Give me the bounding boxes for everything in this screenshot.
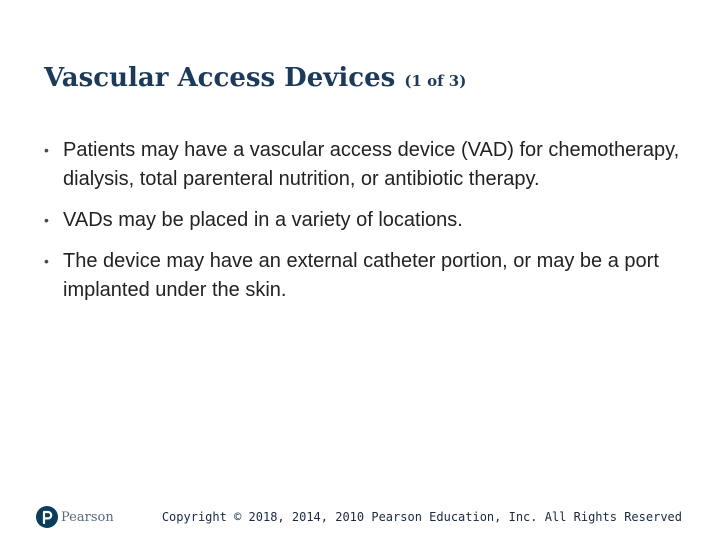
bullet-dot-icon: • — [44, 253, 49, 269]
bullet-list — [44, 136, 694, 317]
bullet-dot-icon: • — [44, 212, 49, 228]
pearson-logo-icon — [36, 506, 58, 528]
bullet-item — [44, 247, 694, 305]
bullet-item — [44, 136, 694, 194]
bullet-dot-icon: • — [44, 142, 49, 158]
slide-title-part-indicator: (1 of 3) — [404, 72, 467, 90]
copyright-notice: Copyright © 2018, 2014, 2010 Pearson Education, Inc. All Rights Reserved — [161, 510, 682, 524]
bullet-item — [44, 206, 694, 235]
bullet-text: Patients may have a vascular access device (VAD) for chemotherapy, dialysis, total parenteral nutrition, or antibiotic therapy. — [63, 139, 680, 190]
pearson-logo-text: Pearson — [61, 509, 114, 525]
slide-title-main: Vascular Access Devices — [44, 63, 396, 93]
pearson-logo — [36, 506, 114, 528]
bullet-text: VADs may be placed in a variety of locations. — [63, 209, 463, 231]
slide-title — [44, 58, 466, 101]
bullet-text: The device may have an external catheter portion, or may be a port implanted under the skin. — [63, 250, 659, 301]
